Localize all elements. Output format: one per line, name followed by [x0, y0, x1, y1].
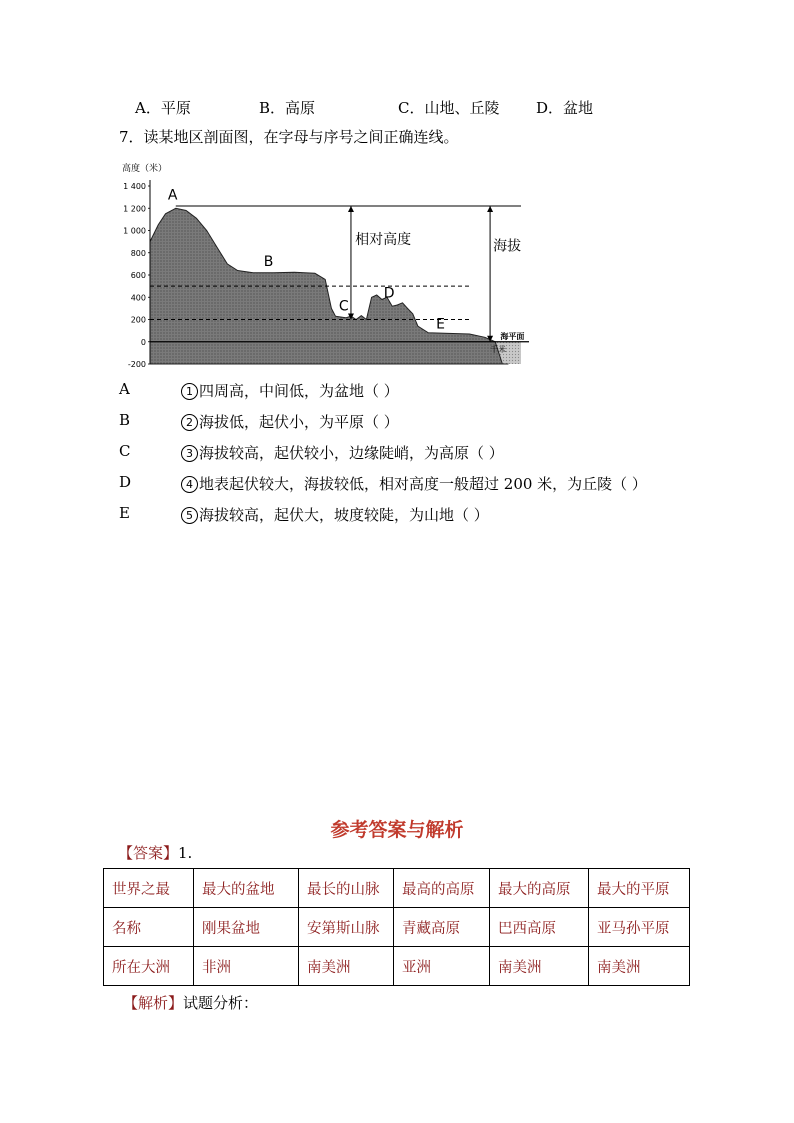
table-cell: 南美洲 [589, 947, 690, 986]
answer-line [118, 842, 192, 863]
match-text: 地表起伏较大，海拔较低，相对高度一般超过 200 米，为丘陵（ ） [199, 475, 647, 493]
table-cell: 所在大洲 [104, 947, 194, 986]
circled-number: 2 [181, 414, 198, 431]
table-row [104, 869, 690, 908]
table-cell: 亚马孙平原 [589, 908, 690, 947]
table-cell: 南美洲 [490, 947, 589, 986]
match-statement [181, 380, 399, 401]
profile-point-d: D [383, 285, 395, 302]
match-text: 四周高，中间低，为盆地（ ） [199, 382, 399, 400]
analysis-text: 试题分析： [183, 994, 259, 1012]
table-row [104, 947, 690, 986]
x-axis-unit: 千米 [490, 344, 507, 354]
option-c: C．山地、丘陵 [398, 99, 500, 117]
profile-point-b: B [263, 254, 274, 271]
table-cell: 南美洲 [299, 947, 394, 986]
match-letter: D [119, 473, 132, 491]
y-tick-label: 1 200 [123, 204, 146, 214]
y-tick-label: 1 400 [123, 182, 146, 191]
table-cell: 最长的山脉 [299, 869, 394, 908]
answer-number: 1. [178, 844, 193, 862]
analysis-line [123, 992, 258, 1013]
match-text: 海拔较高，起伏大，坡度较陡，为山地（ ） [199, 506, 489, 524]
relative-height-label: 相对高度 [355, 231, 412, 248]
answer-tag: 【答案】 [118, 844, 179, 862]
table-cell: 最大的平原 [589, 869, 690, 908]
profile-chart [118, 158, 538, 368]
y-tick-label: 600 [130, 271, 146, 280]
match-statement [181, 411, 399, 432]
table-cell: 巴西高原 [490, 908, 589, 947]
circled-number: 4 [181, 476, 198, 493]
circled-number: 1 [181, 383, 198, 400]
match-text: 海拔低，起伏小，为平原（ ） [199, 413, 399, 431]
answer-table [103, 868, 690, 986]
match-letter: A [119, 380, 130, 398]
table-cell: 刚果盆地 [194, 908, 299, 947]
table-cell: 亚洲 [394, 947, 490, 986]
y-tick-label: 400 [130, 293, 146, 303]
match-letter: C [119, 442, 131, 460]
circled-number: 3 [181, 445, 198, 462]
profile-point-c: C [338, 298, 349, 315]
table-row [104, 908, 690, 947]
y-tick-label: 800 [130, 248, 146, 258]
answer-section-title: 参考答案与解析 [330, 819, 464, 841]
option-b: B．高原 [259, 99, 316, 117]
analysis-tag: 【解析】 [123, 994, 184, 1012]
circled-number: 5 [181, 507, 198, 524]
y-tick-label: -200 [127, 360, 146, 368]
y-tick-label: 0 [140, 337, 146, 347]
match-statement [181, 504, 489, 525]
table-cell: 最大的盆地 [194, 869, 299, 908]
match-statement [181, 473, 647, 494]
table-cell: 安第斯山脉 [299, 908, 394, 947]
option-d: D．盆地 [536, 99, 594, 117]
option-a: A．平原 [135, 99, 191, 117]
match-text: 海拔较高，起伏较小，边缘陡峭，为高原（ ） [199, 444, 504, 462]
y-tick-label: 1 000 [123, 226, 146, 236]
question-7: 7．读某地区剖面图，在字母与序号之间正确连线。 [119, 128, 459, 146]
profile-point-e: E [436, 316, 446, 333]
table-cell: 最高的高原 [394, 869, 490, 908]
profile-point-a: A [167, 187, 178, 204]
sea-level-label: 海平面 [500, 331, 525, 341]
y-tick-label: 200 [130, 315, 146, 325]
table-cell: 非洲 [194, 947, 299, 986]
table-cell: 世界之最 [104, 869, 194, 908]
match-letter: E [119, 504, 130, 522]
altitude-arrow-head-up [487, 206, 493, 212]
table-cell: 最大的高原 [490, 869, 589, 908]
table-cell: 名称 [104, 908, 194, 947]
y-axis-label: 高度（米） [122, 164, 168, 174]
match-statement [181, 442, 504, 463]
match-letter: B [119, 411, 131, 429]
table-cell: 青藏高原 [394, 908, 490, 947]
relative-height-arrow-head-up [348, 206, 354, 212]
altitude-label: 海拔 [493, 238, 522, 255]
